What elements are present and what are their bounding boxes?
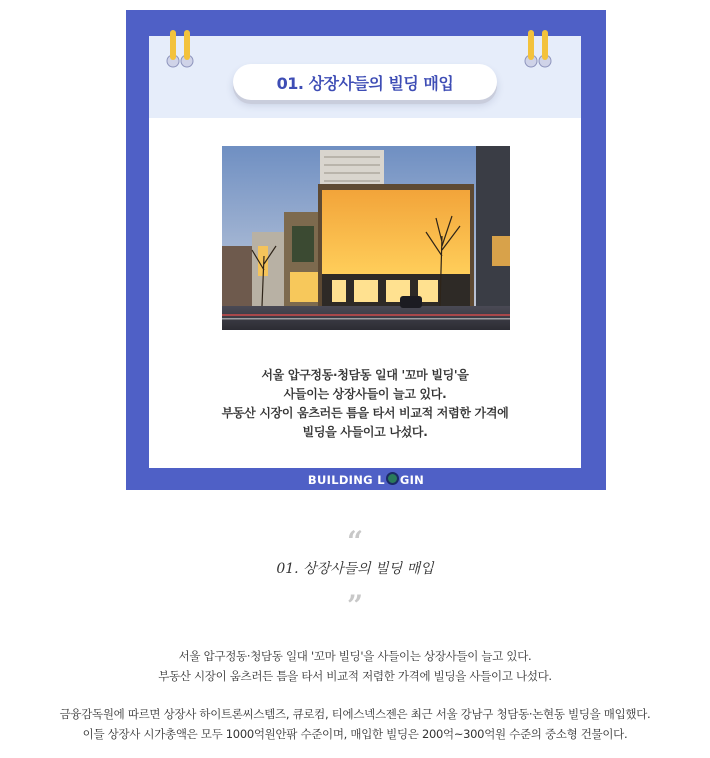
card-header-band — [149, 36, 581, 118]
binder-ring-icon — [522, 28, 552, 68]
body-line: 서울 압구정동·청담동 일대 '꼬마 빌딩'을 사들이는 상장사들이 늘고 있다. — [178, 649, 532, 663]
building-photo-illustration — [222, 146, 510, 330]
binder-ring-icon — [164, 28, 194, 68]
card-title: 01. 상장사들의 빌딩 매입 — [276, 73, 454, 93]
body-paragraph-1 — [0, 646, 710, 686]
brand-text-left: BUILDING L — [307, 473, 385, 487]
open-quote-icon: “ — [346, 525, 364, 558]
body-line: 금융감독원에 따르면 상장사 하이트론씨스템즈, 큐로컴, 티에스넥스젠은 최근 서울 강남구 청담동·논현동 빌딩을 매입했다. — [59, 707, 651, 721]
body-paragraph-2 — [0, 704, 710, 744]
card-title-pill — [233, 64, 497, 100]
card-inner-panel — [149, 36, 581, 468]
body-line: 부동산 시장이 움츠러든 틈을 타서 비교적 저렴한 가격에 빌딩을 사들이고 나섰다. — [158, 669, 552, 683]
card-caption-line: 사들이는 상장사들이 늘고 있다. — [283, 387, 447, 401]
body-line: 이들 상장사 시가총액은 모두 1000억원안팎 수준이며, 매입한 빌딩은 200억~300억원 수준의 중소형 건물이다. — [82, 727, 628, 741]
article-card-image — [126, 10, 606, 490]
card-caption — [149, 366, 581, 442]
brand-logo — [126, 470, 606, 490]
close-quote-icon: ” — [346, 589, 364, 622]
brand-text-right: GIN — [399, 473, 425, 487]
card-caption-line: 서울 압구정동·청담동 일대 '꼬마 빌딩'을 — [261, 368, 469, 382]
card-caption-line: 부동산 시장이 움츠러든 틈을 타서 비교적 저렴한 가격에 — [221, 406, 509, 420]
quote-title: 01. 상장사들의 빌딩 매입 — [276, 561, 434, 577]
card-caption-line: 빌딩을 사들이고 나섰다. — [302, 425, 428, 439]
building-photo — [222, 146, 510, 330]
globe-icon — [386, 472, 399, 485]
